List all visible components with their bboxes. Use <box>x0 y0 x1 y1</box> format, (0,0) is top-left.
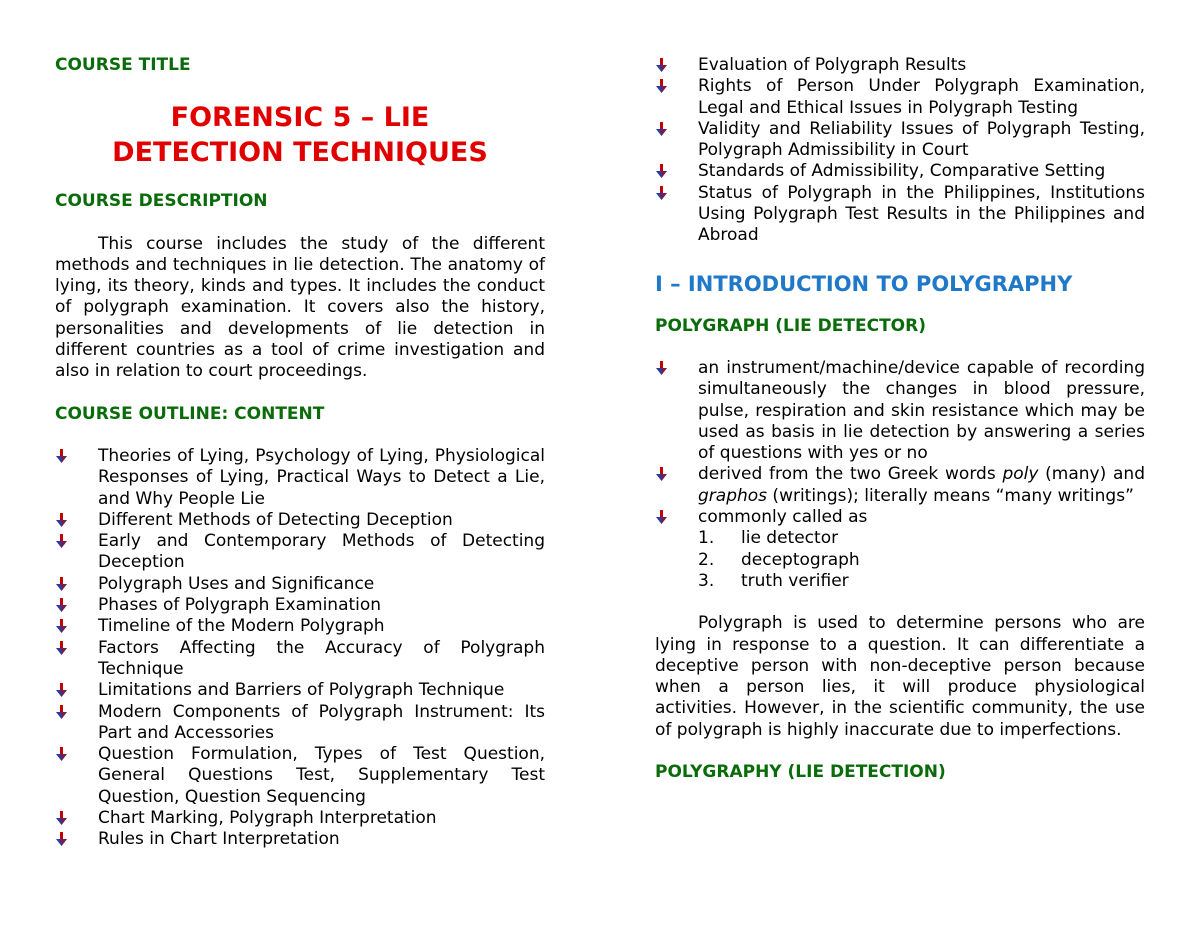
course-description-label: COURSE DESCRIPTION <box>55 191 268 212</box>
down-arrow-bullet-icon <box>655 184 669 202</box>
list-item: Different Methods of Detecting Deception <box>55 510 545 531</box>
down-arrow-bullet-icon <box>55 703 69 721</box>
greek-word-poly: poly <box>1002 464 1039 485</box>
polygraph-paragraph: Polygraph is used to determine persons who are lying in response to a question. It can differentiate a deceptive person with non-deceptive person because when a person lies, it will produce physiological activities. However, in the scientific community, the use of polygraph is highly inaccurate due to imperfections. <box>655 613 1145 740</box>
outline-list-continued <box>655 55 1145 247</box>
down-arrow-bullet-icon <box>55 639 69 657</box>
list-item: Early and Contemporary Methods of Detecting Deception <box>55 531 545 574</box>
list-item: Limitations and Barriers of Polygraph Technique <box>55 680 545 701</box>
right-column <box>655 55 1145 783</box>
list-item: Modern Components of Polygraph Instrument: Its Part and Accessories <box>55 702 545 745</box>
down-arrow-bullet-icon <box>55 575 69 593</box>
definition-list <box>655 358 1145 592</box>
list-item: Polygraph Uses and Significance <box>55 574 545 595</box>
list-item: Timeline of the Modern Polygraph <box>55 616 545 637</box>
down-arrow-bullet-icon <box>655 56 669 74</box>
down-arrow-bullet-icon <box>55 745 69 763</box>
list-item: Factors Affecting the Accuracy of Polygraph Technique <box>55 638 545 681</box>
list-item: Status of Polygraph in the Philippines, Institutions Using Polygraph Test Results in the Philippines and Abroad <box>655 183 1145 247</box>
title-line-2: DETECTION TECHNIQUES <box>112 137 488 169</box>
down-arrow-bullet-icon <box>655 77 669 95</box>
list-item: Theories of Lying, Psychology of Lying, Physiological Responses of Lying, Practical Ways to Detect a Lie, and Why People Lie <box>55 446 545 510</box>
title-line-1: FORENSIC 5 – LIE <box>170 102 430 134</box>
greek-word-graphos: graphos <box>698 485 768 506</box>
section-heading: I – INTRODUCTION TO POLYGRAPHY <box>655 271 1073 296</box>
list-item: 1. lie detector <box>698 528 839 549</box>
down-arrow-bullet-icon <box>55 447 69 465</box>
list-item: commonly called as 1. lie detector 2. deceptograph 3. truth verifier <box>655 507 1145 592</box>
document-title <box>55 100 545 170</box>
outline-list <box>55 446 545 851</box>
left-column <box>55 55 545 851</box>
list-item: Phases of Polygraph Examination <box>55 595 545 616</box>
down-arrow-bullet-icon <box>55 830 69 848</box>
down-arrow-bullet-icon <box>655 508 669 526</box>
course-outline-label: COURSE OUTLINE: CONTENT <box>55 403 325 424</box>
down-arrow-bullet-icon <box>655 162 669 180</box>
list-item: Validity and Reliability Issues of Polygraph Testing, Polygraph Admissibility in Court <box>655 119 1145 162</box>
down-arrow-bullet-icon <box>55 617 69 635</box>
course-description-text: This course includes the study of the different methods and techniques in lie detection. The anatomy of lying, its theory, kinds and types. It includes the conduct of polygraph examination. It covers also the history, personalities and developments of lie detection in different countries as a tool of crime investigation and also in relation to court proceedings. <box>55 233 545 382</box>
course-title-label: COURSE TITLE <box>55 55 191 75</box>
down-arrow-bullet-icon <box>55 532 69 550</box>
down-arrow-bullet-icon <box>55 681 69 699</box>
down-arrow-bullet-icon <box>55 809 69 827</box>
list-item: an instrument/machine/device capable of recording simultaneously the changes in blood pressure, pulse, respiration and skin resistance which may be used as basis in lie detection by answering a series of questions with yes or no <box>655 358 1145 464</box>
down-arrow-bullet-icon <box>55 596 69 614</box>
down-arrow-bullet-icon <box>55 511 69 529</box>
names-list <box>698 528 1145 592</box>
list-item: Standards of Admissibility, Comparative Setting <box>655 161 1145 182</box>
list-item: 2. deceptograph <box>698 549 860 570</box>
list-item: Rights of Person Under Polygraph Examination, Legal and Ethical Issues in Polygraph Testing <box>655 76 1145 119</box>
list-item: Rules in Chart Interpretation <box>55 829 545 850</box>
subheading-polygraph: POLYGRAPH (LIE DETECTOR) <box>655 315 926 336</box>
down-arrow-bullet-icon <box>655 120 669 138</box>
down-arrow-bullet-icon <box>655 359 669 377</box>
subheading-polygraphy: POLYGRAPHY (LIE DETECTION) <box>655 762 946 783</box>
list-item: Chart Marking, Polygraph Interpretation <box>55 808 545 829</box>
list-item: derived from the two Greek words poly (many) and graphos (writings); literally means “many writings” <box>655 464 1145 507</box>
down-arrow-bullet-icon <box>655 465 669 483</box>
list-item: 3. truth verifier <box>698 570 849 591</box>
list-item: Evaluation of Polygraph Results <box>655 55 1145 76</box>
list-item: Question Formulation, Types of Test Question, General Questions Test, Supplementary Test Question, Question Sequencing <box>55 744 545 808</box>
